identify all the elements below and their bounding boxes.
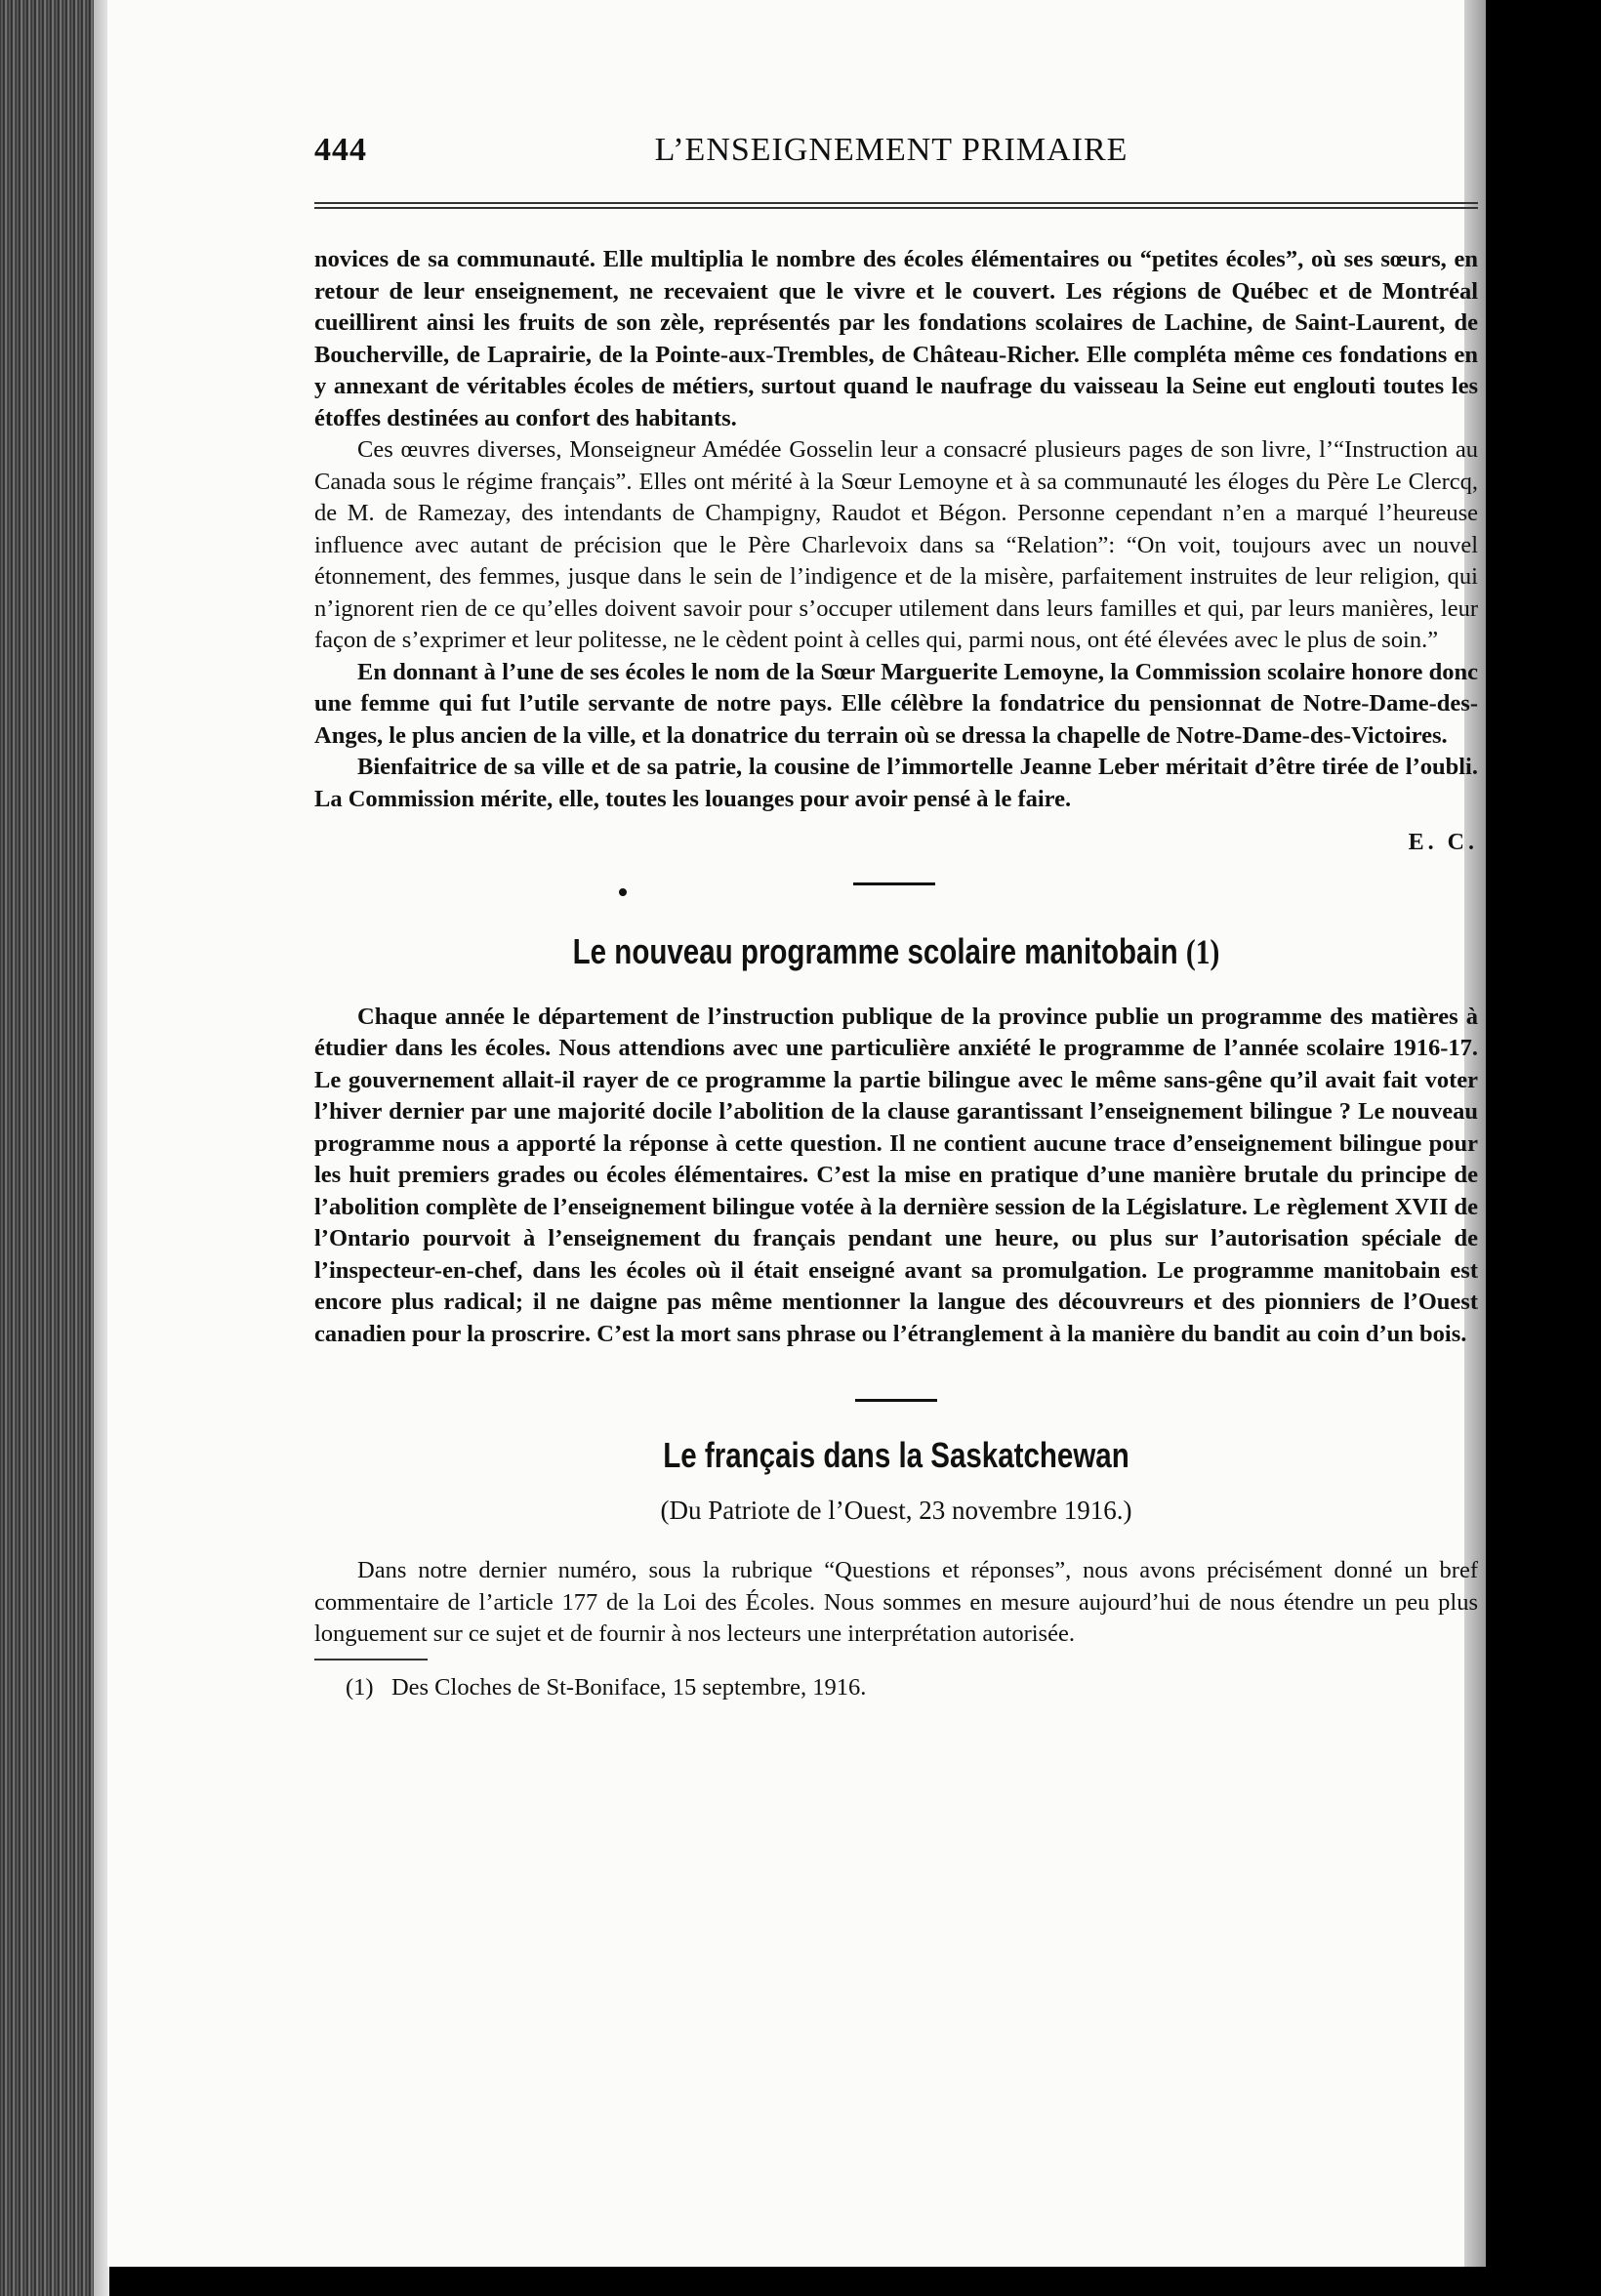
separator [853, 882, 935, 885]
saskatchewan-article [314, 1555, 1478, 1651]
footnote-reference: (1) [1185, 931, 1220, 971]
footnote [346, 1674, 1480, 1702]
bullet-dot [619, 888, 627, 896]
section-heading [419, 931, 1373, 972]
paragraph: novices de sa communauté. Elle multiplia le nombre des écoles élémentaires ou “petites écoles”, où ses sœurs, en retour de leur enseignement, ne recevaient que le vivre et le couvert. Les régions de Québec et de Montréal cueillirent ainsi les fruits de son zèle, représentés par les fondations scolaires de Lachine, de Saint-Laurent, de Boucherville, de Laprairie, de la Pointe-aux-Trembles, de Château-Richer. Elle compléta même ces fondations en y annexant de véritables écoles de métiers, surtout quand le naufrage du vaisseau la Seine eut englouti toutes les étoffes destinées au confort des habitants. [314, 246, 1478, 431]
book-binding [0, 0, 107, 2296]
footnote-rule [314, 1659, 428, 1660]
paragraph: Chaque année le département de l’instruction publique de la province publie un programme des matières à étudier dans les écoles. Nous attendions avec une particulière anxiété le programme de l’année scolaire 1916-17. Le gouvernement allait-il rayer de ce programme la partie bilingue avec le même sans-gêne qu’il avait fait voter l’hiver dernier par une majorité docile l’abolition de la clause garantissant l’enseignement bilingue ? Le nouveau programme nous a apporté la réponse à cette question. Il ne contient aucune trace d’enseignement bilingue pour les huit premiers grades ou écoles élémentaires. C’est la mise en pratique d’une manière brutale du principe de l’abolition complète de l’enseignement bilingue votée à la dernière session de la Législature. Le règlement XVII de l’Ontario pourvoit à l’enseignement du français pendant une heure, ou plus sur l’autorisation spéciale de l’inspecteur-en-chef, dans les écoles où il était enseigné avant sa promulgation. Le programme manitobain est encore plus radical; il ne daigne pas même mentionner la langue des découvreurs et des pionniers de l’Ouest canadien pour la proscrire. C’est la mort sans phrase ou l’étranglement à la manière du bandit au coin d’un bois. [314, 1003, 1478, 1347]
manitoba-article [314, 1002, 1478, 1351]
header-rule [314, 202, 1478, 209]
footnote-marker: (1) [346, 1673, 374, 1701]
source-line: (Du Patriote de l’Ouest, 23 novembre 1916.) [660, 1496, 1132, 1525]
heading-text: Le nouveau programme scolaire manitobain [572, 930, 1178, 971]
section-heading [419, 1435, 1373, 1476]
signature: E. C. [1408, 830, 1478, 855]
separator-row [314, 1399, 1478, 1402]
separator-row [205, 882, 1480, 902]
page-content [205, 122, 1480, 1702]
page-number: 444 [314, 132, 367, 168]
paragraph: Ces œuvres diverses, Monseigneur Amédée Gosselin leur a consacré plusieurs pages de son livre, l’“Instruction au Canada sous le régime français”. Elles ont mérité à la Sœur Lemoyne et à sa communauté les éloges du Père Le Clercq, de M. de Ramezay, des intendants de Champigny, Raudot et Bégon. Personne cependant n’en a marqué l’heureuse influence avec autant de précision que le Père Charlevoix dans sa “Relation”: “On voit, toujours avec un nouvel étonnement, des femmes, jusque dans le sein de l’indigence et de la misère, parfaitement instruites de leur religion, qui n’ignorent rien de ce qu’elles doivent savoir pour s’occuper utilement dans leurs familles et qui, par leurs manières, leur façon de s’exprimer et leur politesse, ne le cèdent point à celles qui, parmi nous, ont été élevées avec le plus de soin.” [314, 436, 1478, 653]
running-title: L’ENSEIGNEMENT PRIMAIRE [654, 132, 1129, 168]
separator [855, 1399, 937, 1402]
paragraph: En donnant à l’une de ses écoles le nom de la Sœur Marguerite Lemoyne, la Commission scolaire honore donc une femme qui fut l’utile servante de notre pays. Elle célèbre la fondatrice du pensionnat de Notre-Dame-des-Anges, le plus ancien de la ville, et la donatrice du terrain où se dressa la chapelle de Notre-Dame-des-Victoires. [314, 658, 1478, 749]
paragraph: Dans notre dernier numéro, sous la rubrique “Questions et réponses”, nous avons précisément donné un bref commentaire de l’article 177 de la Loi des Écoles. Nous sommes en mesure aujourd’hui de nous étendre un peu plus longuement sur ce sujet et de fournir à nos lecteurs une interprétation autorisée. [314, 1557, 1478, 1647]
article-continuation [314, 244, 1478, 859]
paragraph: Bienfaitrice de sa ville et de sa patrie, la cousine de l’immortelle Jeanne Leber méritait d’être tirée de l’oubli. La Commission mérite, elle, toutes les louanges pour avoir pensé à le faire. [314, 754, 1478, 812]
heading-text: Le français dans la Saskatchewan [663, 1435, 1129, 1475]
footnote-text: Des Cloches de St-Boniface, 15 septembre, 1916. [390, 1673, 867, 1701]
page-header [205, 122, 1480, 181]
